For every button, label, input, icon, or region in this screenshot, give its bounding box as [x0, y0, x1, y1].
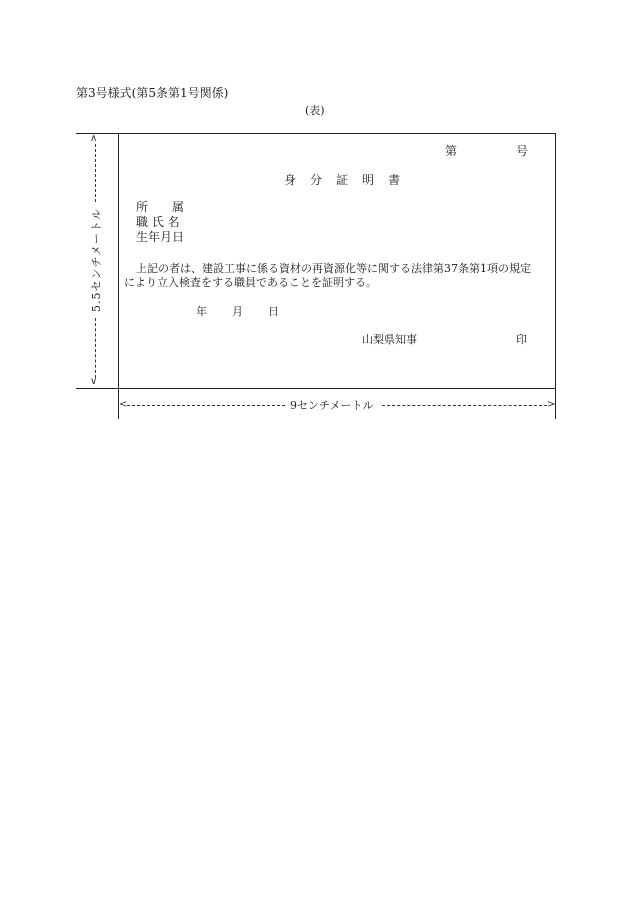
number-suffix: 号: [516, 144, 529, 158]
field-birthdate: 生年月日: [136, 230, 185, 244]
arrow-left-icon: <: [119, 399, 128, 410]
body-line-2: により立入検査をする職員であることを証明する。: [124, 276, 377, 289]
side-label: (表): [305, 104, 325, 117]
field-affiliation: 所 属: [136, 200, 185, 214]
id-card: [118, 133, 556, 389]
seal-mark: 印: [516, 333, 527, 346]
vertical-dim-line-top: [95, 144, 96, 202]
number-prefix: 第: [445, 144, 458, 158]
body-line-1: 上記の者は、建設工事に係る資材の再資源化等に関する法律第37条第1項の規定: [136, 262, 531, 275]
arrow-right-icon: >: [547, 399, 556, 410]
date-day: 日: [268, 305, 279, 318]
arrow-down-icon: ∨: [90, 376, 98, 387]
card-title: 身分証明書: [284, 173, 415, 187]
issuer: 山梨県知事: [362, 333, 417, 346]
horizontal-dim-line-left: [127, 405, 285, 406]
arrow-up-icon: ∧: [90, 133, 98, 144]
date-month: 月: [232, 305, 243, 318]
height-dim-label: 5.5センチメートル: [90, 207, 103, 312]
form-label: 第3号様式(第5条第1号関係): [76, 86, 229, 100]
vertical-dim-line-bottom: [95, 318, 96, 378]
width-dim-label: 9センチメートル: [290, 399, 374, 412]
horizontal-dim-line-right: [382, 405, 547, 406]
date-year: 年: [196, 305, 207, 318]
field-name: 職 氏 名: [136, 215, 180, 229]
